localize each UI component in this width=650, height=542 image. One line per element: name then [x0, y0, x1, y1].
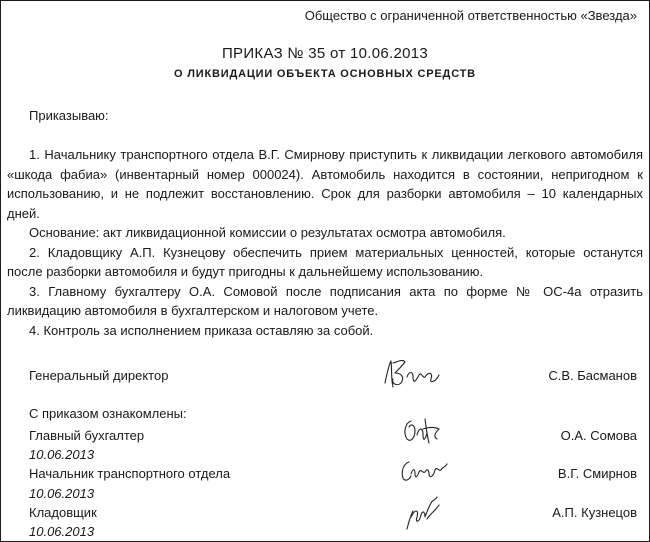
signatory-name: О.А. Сомова	[560, 428, 637, 443]
paragraph-3: 3. Главному бухгалтеру О.А. Сомовой после подписания акта по форме № ОС-4а отразить ликвидацию автомобиля в бухгалтерском и налоговом учете.	[7, 283, 643, 318]
director-title: Генеральный директор	[29, 368, 169, 383]
signature-transport-head	[397, 456, 451, 486]
signature-storekeeper	[401, 489, 447, 533]
signatory-role: Кладовщик	[29, 505, 97, 520]
signatory-name: А.П. Кузнецов	[552, 505, 637, 520]
paragraph-1: 1. Начальнику транспортного отдела В.Г. Смирнову приступить к ликвидации легкового автомобиля «шкода фабиа» (инвентарный номер 000024). Автомобиль находится в состоянии, непригодном к использованию, и не подлежит восстановлению. Срок для разборки автомобиля – 10 календарных дней.	[7, 147, 643, 221]
order-word: Приказываю:	[29, 108, 109, 123]
director-signature	[379, 353, 449, 393]
order-body	[7, 145, 643, 340]
document-subtitle: О ЛИКВИДАЦИИ ОБЪЕКТА ОСНОВНЫХ СРЕДСТВ	[174, 68, 476, 80]
signatory-role: Главный бухгалтер	[29, 428, 145, 443]
signatory-date: 10.06.2013	[29, 486, 95, 501]
signatory-name: В.Г. Смирнов	[557, 466, 637, 481]
signatory-date: 10.06.2013	[29, 524, 95, 539]
director-name: С.В. Басманов	[548, 368, 637, 383]
signatory-role: Начальник транспортного отдела	[29, 466, 231, 481]
paragraph-4: 4. Контроль за исполнением приказа оставляю за собой.	[29, 322, 374, 338]
paragraph-basis: Основание: акт ликвидационной комиссии о результатах осмотра автомобиля.	[29, 225, 506, 240]
paragraph-2: 2. Кладовщику А.П. Кузнецову обеспечить прием материальных ценностей, которые останутся после разборки автомобиля и будут пригодны к дальнейшему использованию.	[7, 244, 643, 279]
signature-accountant	[399, 413, 445, 449]
signatory-date: 10.06.2013	[29, 447, 95, 462]
organization-name: Общество с ограниченной ответственностью «Звезда»	[304, 8, 637, 23]
acknowledged-heading: С приказом ознакомлены:	[29, 406, 187, 421]
document-title: ПРИКАЗ № 35 от 10.06.2013	[221, 45, 429, 62]
